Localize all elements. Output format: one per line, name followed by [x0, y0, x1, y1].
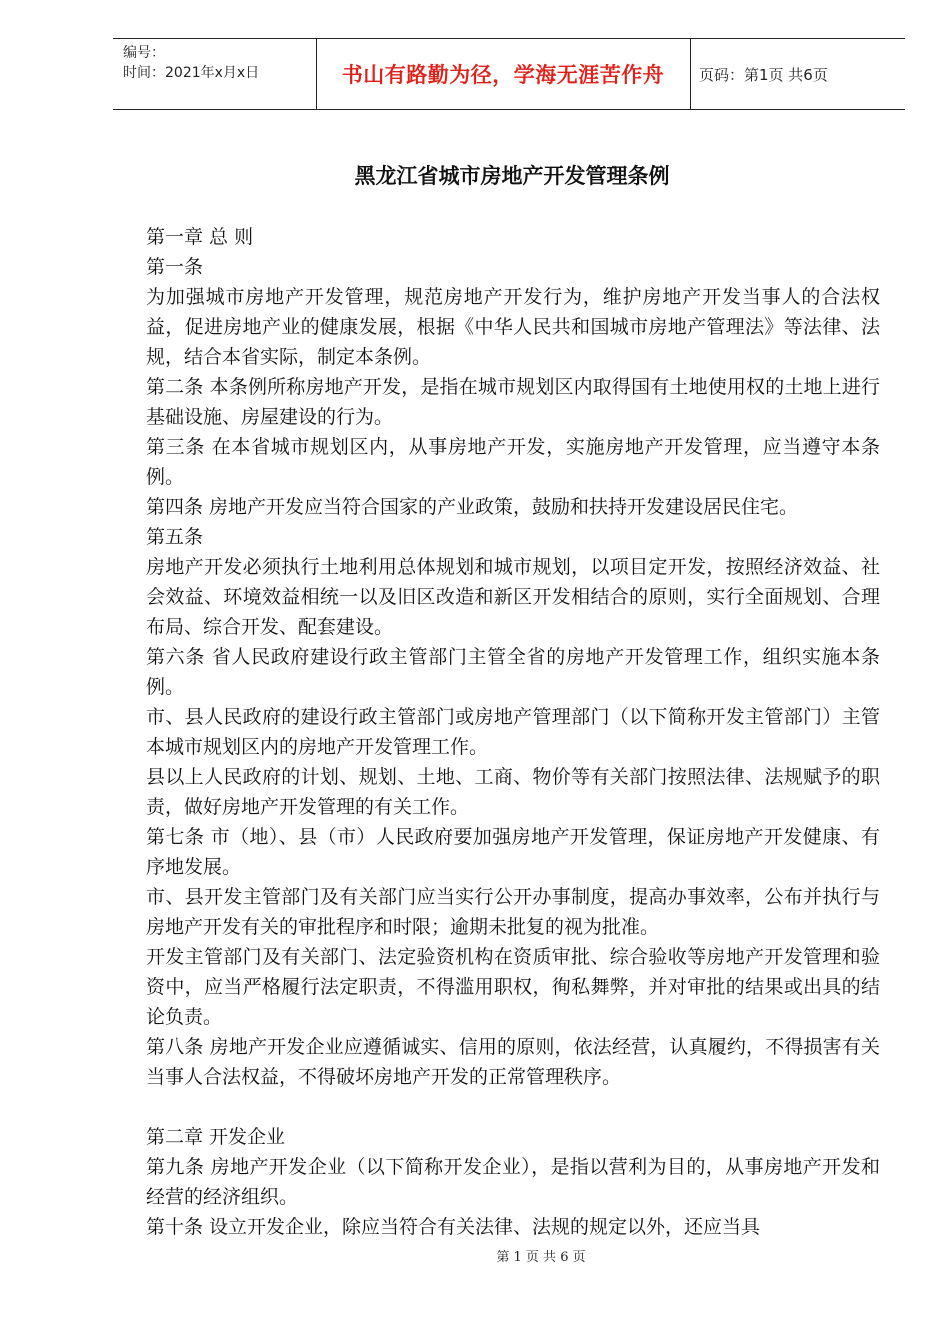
paragraph: 第十条 设立开发企业，除应当符合有关法律、法规的规定以外，还应当具 [146, 1216, 761, 1238]
paragraph: 市、县开发主管部门及有关部门应当实行公开办事制度，提高办事效率，公布并执行与房地产开发有关的审批程序和时限；逾期未批复的视为批准。 [146, 886, 880, 938]
paragraph: 开发主管部门及有关部门、法定验资机构在资质审批、综合验收等房地产开发管理和验资中，应当严格履行法定职责，不得滥用职权，徇私舞弊，并对审批的结果或出具的结论负责。 [146, 946, 880, 1028]
paragraph: 第一条 [146, 256, 204, 278]
paragraph: 市、县人民政府的建设行政主管部门或房地产管理部门（以下简称开发主管部门）主管本城市规划区内的房地产开发管理工作。 [146, 706, 880, 758]
paragraph: 第九条 房地产开发企业（以下简称开发企业），是指以营利为目的，从事房地产开发和经营的经济组织。 [146, 1156, 880, 1208]
paragraph-gap [146, 1092, 880, 1122]
document-body [146, 222, 880, 1242]
time-label: 时间：2021年x月x日 [123, 65, 260, 81]
page-footer: 第 1 页 共 6 页 [496, 1250, 586, 1265]
paragraph: 第三条 在本省城市规划区内，从事房地产开发，实施房地产开发管理，应当遵守本条例。 [146, 436, 880, 488]
header-page-info: 页码：第1页 共6页 [699, 65, 828, 84]
paragraph: 为加强城市房地产开发管理，规范房地产开发行为，维护房地产开发当事人的合法权益，促进房地产业的健康发展，根据《中华人民共和国城市房地产管理法》等法律、法规，结合本省实际，制定本条例。 [146, 286, 880, 368]
header-motto: 书山有路勤为径，学海无涯苦作舟 [341, 63, 665, 87]
paragraph: 房地产开发必须执行土地利用总体规划和城市规划，以项目定开发，按照经济效益、社会效益、环境效益相统一以及旧区改造和新区开发相结合的原则，实行全面规划、合理布局、综合开发、配套建设。 [146, 556, 880, 638]
paragraph: 第八条 房地产开发企业应遵循诚实、信用的原则，依法经营，认真履约，不得损害有关当事人合法权益，不得破坏房地产开发的正常管理秩序。 [146, 1036, 880, 1088]
paragraph: 第二章 开发企业 [146, 1126, 286, 1148]
paragraph: 第二条 本条例所称房地产开发，是指在城市规划区内取得国有土地使用权的土地上进行基础设施、房屋建设的行为。 [146, 376, 880, 428]
paragraph: 第四条 房地产开发应当符合国家的产业政策，鼓励和扶持开发建设居民住宅。 [146, 496, 799, 518]
number-label: 编号： [123, 45, 165, 61]
paragraph: 县以上人民政府的计划、规划、土地、工商、物价等有关部门按照法律、法规赋予的职责，做好房地产开发管理的有关工作。 [146, 766, 880, 818]
header-divider [690, 39, 691, 109]
document-title: 黑龙江省城市房地产开发管理条例 [354, 164, 670, 188]
paragraph: 第六条 省人民政府建设行政主管部门主管全省的房地产开发管理工作，组织实施本条例。 [146, 646, 880, 698]
paragraph: 第七条 市（地）、县（市）人民政府要加强房地产开发管理，保证房地产开发健康、有序地发展。 [146, 826, 880, 878]
page-header [113, 38, 905, 110]
header-meta [123, 43, 259, 83]
paragraph: 第五条 [146, 526, 204, 548]
paragraph: 第一章 总 则 [146, 226, 254, 248]
